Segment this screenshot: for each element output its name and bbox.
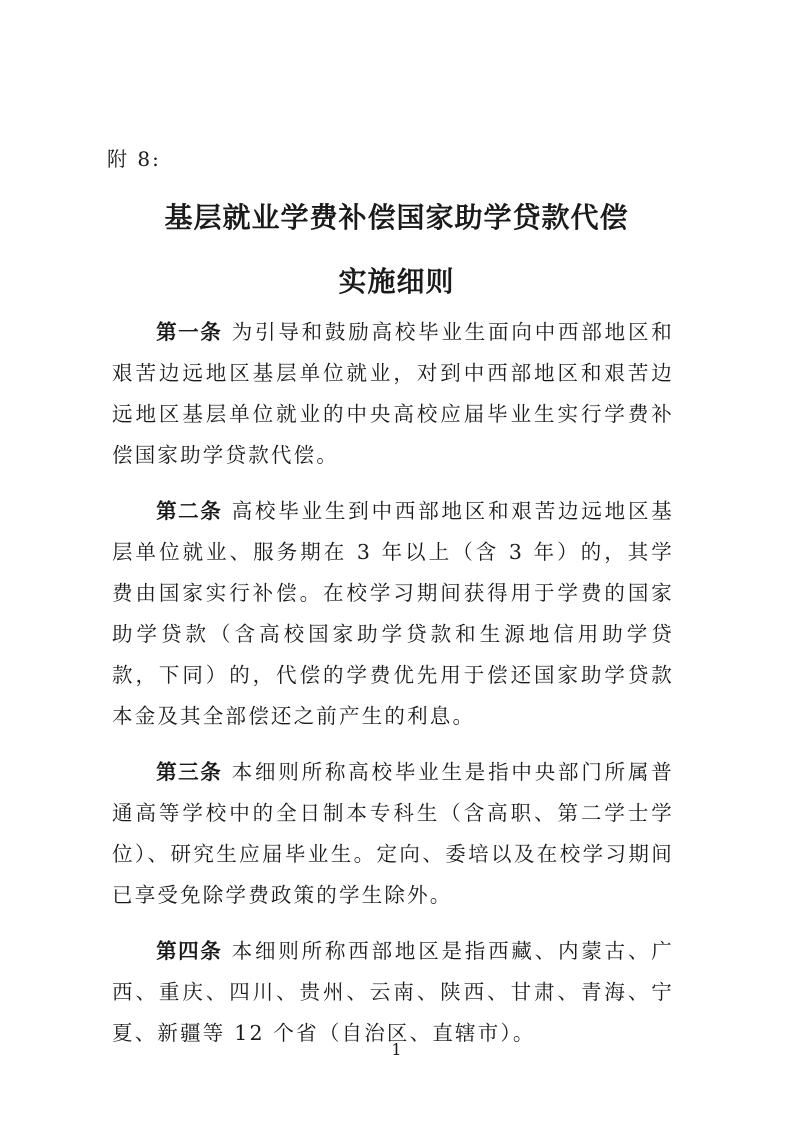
- article-3: [112, 752, 674, 916]
- article-text: 高校毕业生到中西部地区和艰苦边远地区基层单位就业、服务期在 3 年以上（含 3 年）的，其学费由国家实行补偿。在校学习期间获得用于学费的国家助学贷款（含高校国家助学贷款和生源地信用助学贷款，下同）的，代偿的学费优先用于偿还国家助学贷款本金及其全部偿还之前产生的利息。: [112, 499, 674, 728]
- article-2: [112, 491, 674, 737]
- article-heading: 第三条: [156, 760, 223, 784]
- document-title-line-1: 基层就业学费补偿国家助学贷款代偿: [164, 201, 629, 234]
- article-text: 本细则所称高校毕业生是指中央部门所属普通高等学校中的全日制本专科生（含高职、第二学士学位）、研究生应届毕业生。定向、委培以及在校学习期间已享受免除学费政策的学生除外。: [112, 760, 674, 907]
- article-heading: 第四条: [156, 939, 223, 963]
- document-body: [112, 312, 674, 1069]
- article-heading: 第一条: [156, 320, 223, 344]
- attachment-label: 附 8:: [107, 147, 161, 171]
- page-number: 1: [391, 1040, 402, 1059]
- article-4: [112, 931, 674, 1054]
- article-text: 本细则所称西部地区是指西藏、内蒙古、广西、重庆、四川、贵州、云南、陕西、甘肃、青海、宁夏、新疆等 12 个省（自治区、直辖市）。: [112, 939, 674, 1045]
- article-1: [112, 312, 674, 476]
- article-heading: 第二条: [156, 499, 223, 523]
- article-text: 为引导和鼓励高校毕业生面向中西部地区和艰苦边远地区基层单位就业，对到中西部地区和艰苦边远地区基层单位就业的中央高校应届毕业生实行学费补偿国家助学贷款代偿。: [112, 320, 674, 467]
- document-title-line-2: 实施细则: [338, 265, 455, 298]
